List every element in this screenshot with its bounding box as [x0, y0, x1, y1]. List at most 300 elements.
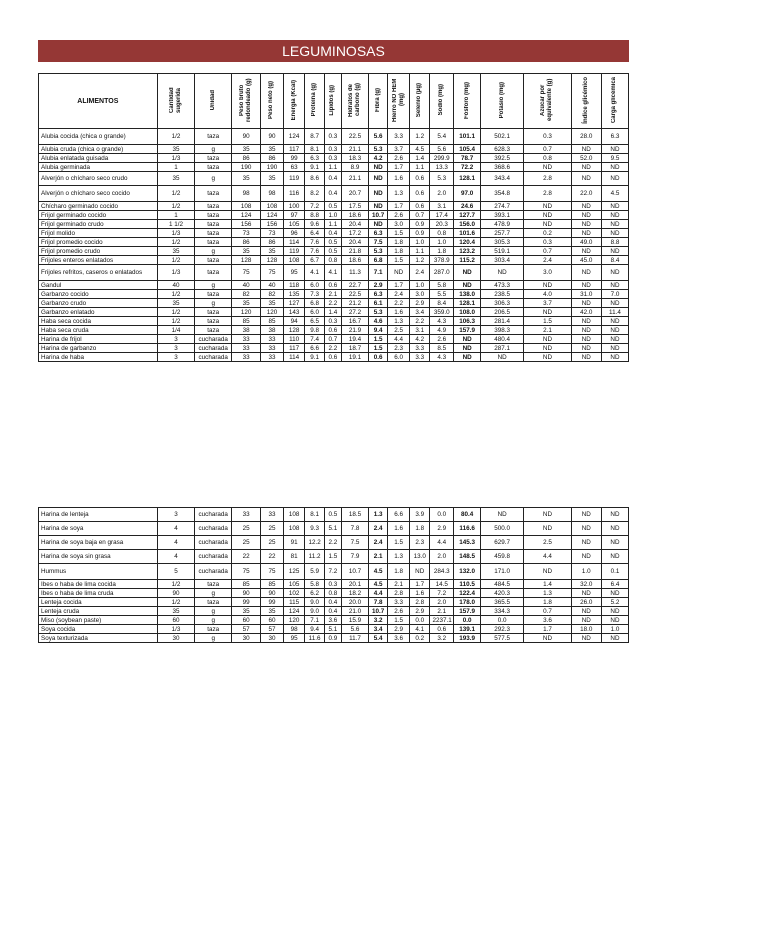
table-cell: 1/2: [157, 202, 195, 211]
table-cell: 2.1: [524, 326, 571, 335]
table-cell: 2.4: [368, 522, 387, 536]
table-cell: 35: [261, 299, 284, 308]
table-cell: 0.7: [524, 607, 571, 616]
table-cell: 117: [283, 145, 305, 154]
table-cell: 6.3: [305, 154, 324, 163]
nutrition-table-top: [38, 73, 629, 362]
table-cell: 1.3: [368, 508, 387, 522]
table-cell: 3.0: [409, 290, 429, 299]
table-cell: 8.7: [305, 129, 324, 145]
table-cell: ND: [571, 281, 601, 290]
table-cell: 148.5: [454, 550, 481, 564]
column-header-label: Cantidad sugerida: [169, 87, 183, 113]
table-cell: 0.8: [524, 154, 571, 163]
column-header-label: Hierro NO HEM (mg): [391, 78, 405, 122]
table-cell: 5.4: [368, 634, 387, 643]
table-cell: 7.2: [324, 564, 341, 580]
table-cell: ND: [601, 145, 628, 154]
food-name: Frijol molido: [39, 229, 158, 238]
table-cell: 119: [283, 247, 305, 256]
table-cell: ND: [601, 211, 628, 220]
table-cell: 6.0: [388, 353, 410, 362]
table-cell: 0.5: [324, 508, 341, 522]
table-cell: 3.9: [409, 508, 429, 522]
table-cell: 30: [261, 634, 284, 643]
column-header-label: Energía (Kcal): [290, 79, 297, 121]
table-cell: 1.1: [324, 163, 341, 172]
table-cell: 156: [232, 220, 261, 229]
table-row: [39, 145, 629, 154]
table-cell: 8.4: [601, 256, 628, 265]
table-cell: g: [195, 172, 232, 186]
table-cell: 6.7: [305, 256, 324, 265]
table-cell: 0.3: [324, 129, 341, 145]
table-cell: 1/2: [157, 290, 195, 299]
table-cell: 2.6: [430, 335, 454, 344]
table-cell: g: [195, 607, 232, 616]
table-cell: 6.0: [305, 308, 324, 317]
table-cell: 114: [283, 353, 305, 362]
table-cell: 60: [157, 616, 195, 625]
table-cell: 90: [261, 589, 284, 598]
table-cell: 2.2: [409, 317, 429, 326]
table-cell: ND: [571, 353, 601, 362]
table-row: [39, 211, 629, 220]
table-cell: 124: [232, 211, 261, 220]
table-cell: 1.8: [388, 247, 410, 256]
table-cell: ND: [454, 353, 481, 362]
table-row: [39, 580, 629, 589]
column-header-label: Hidratos de carbono (g): [348, 83, 361, 117]
table-cell: 82: [261, 290, 284, 299]
table-cell: 1/2: [157, 256, 195, 265]
table-cell: 156: [261, 220, 284, 229]
table-cell: 2.9: [368, 281, 387, 290]
table-cell: taza: [195, 290, 232, 299]
food-name: Gandul: [39, 281, 158, 290]
table-cell: ND: [524, 353, 571, 362]
table-cell: ND: [601, 326, 628, 335]
column-header: [571, 74, 601, 129]
table-cell: 25: [232, 536, 261, 550]
table-cell: 5.2: [601, 598, 628, 607]
table-cell: ND: [524, 634, 571, 643]
table-cell: 2.1: [368, 550, 387, 564]
table-cell: 7.9: [342, 550, 369, 564]
table-cell: 35: [261, 172, 284, 186]
table-cell: 1 1/2: [157, 220, 195, 229]
food-name: Lenteja cruda: [39, 607, 158, 616]
table-cell: 7.2: [430, 589, 454, 598]
table-cell: 629.7: [481, 536, 524, 550]
table-cell: ND: [481, 265, 524, 281]
table-cell: 35: [157, 172, 195, 186]
table-cell: 6.2: [305, 589, 324, 598]
column-header-label: Peso bruto redondeado (g): [239, 78, 253, 122]
table-cell: 110.5: [454, 580, 481, 589]
table-cell: cucharada: [195, 353, 232, 362]
food-name: Alverjón o chícharo seco cocido: [39, 186, 158, 202]
table-cell: 5.6: [430, 145, 454, 154]
table-cell: ND: [454, 335, 481, 344]
table-cell: 20.1: [342, 580, 369, 589]
table-cell: 7.1: [368, 265, 387, 281]
table-cell: 17.4: [430, 211, 454, 220]
table-cell: 1.4: [524, 580, 571, 589]
table-cell: 206.5: [481, 308, 524, 317]
table-cell: 5.6: [368, 129, 387, 145]
table-cell: 2237.1: [430, 616, 454, 625]
table-cell: 359.0: [430, 308, 454, 317]
table-cell: 5.3: [368, 145, 387, 154]
table-cell: 33: [232, 335, 261, 344]
table-cell: 4.1: [324, 265, 341, 281]
table-cell: 80.4: [454, 508, 481, 522]
table-cell: 0.3: [324, 580, 341, 589]
table-cell: 305.3: [481, 238, 524, 247]
table-cell: 120: [232, 308, 261, 317]
table-cell: 1.2: [409, 256, 429, 265]
table-row: [39, 353, 629, 362]
table-row: [39, 202, 629, 211]
table-cell: 0.4: [324, 607, 341, 616]
table-cell: 11.4: [601, 308, 628, 317]
table-cell: 0.9: [409, 220, 429, 229]
food-name: Harina de haba: [39, 353, 158, 362]
table-cell: 9.1: [305, 353, 324, 362]
table-cell: 1.3: [388, 550, 410, 564]
table-cell: 2.2: [388, 299, 410, 308]
table-row: [39, 290, 629, 299]
table-cell: 1.0: [409, 281, 429, 290]
table-cell: 38: [232, 326, 261, 335]
table-cell: 156.0: [454, 220, 481, 229]
table-header-row: [39, 74, 629, 129]
table-cell: 1.0: [601, 625, 628, 634]
column-header: [524, 74, 571, 129]
table-cell: 1.5: [388, 229, 410, 238]
column-header: [324, 74, 341, 129]
table-cell: 1.6: [388, 172, 410, 186]
table-cell: 1.0: [430, 238, 454, 247]
food-name: Chícharo germinado cocido: [39, 202, 158, 211]
table-cell: 20.3: [430, 220, 454, 229]
table-cell: 3.2: [368, 616, 387, 625]
table-row: [39, 564, 629, 580]
food-name: Frijoles refritos, caseros o enlatados: [39, 265, 158, 281]
table-row: [39, 281, 629, 290]
table-cell: 108: [283, 522, 305, 536]
table-cell: 238.5: [481, 290, 524, 299]
table-cell: 9.8: [305, 326, 324, 335]
table-cell: 378.9: [430, 256, 454, 265]
table-cell: 35: [261, 145, 284, 154]
column-header: [454, 74, 481, 129]
table-row: [39, 522, 629, 536]
table-cell: 1.8: [388, 238, 410, 247]
table-cell: 3.3: [388, 129, 410, 145]
table-row: [39, 317, 629, 326]
table-cell: 101.1: [454, 129, 481, 145]
table-cell: 5.4: [430, 129, 454, 145]
table-cell: 3: [157, 508, 195, 522]
table-cell: 20.7: [342, 186, 369, 202]
food-name: Alubia cocida (chica o grande): [39, 129, 158, 145]
table-cell: 9.4: [305, 625, 324, 634]
table-cell: ND: [601, 607, 628, 616]
table-cell: 473.3: [481, 281, 524, 290]
table-cell: 0.6: [409, 186, 429, 202]
table-cell: 1.5: [368, 344, 387, 353]
table-cell: 33: [261, 508, 284, 522]
table-cell: 0.0: [430, 508, 454, 522]
table-cell: 484.5: [481, 580, 524, 589]
table-cell: 13.3: [430, 163, 454, 172]
table-row: [39, 247, 629, 256]
table-cell: 354.8: [481, 186, 524, 202]
table-cell: 5: [157, 564, 195, 580]
table-cell: 0.3: [324, 145, 341, 154]
table-cell: taza: [195, 326, 232, 335]
table-cell: 14.5: [430, 580, 454, 589]
table-cell: 114: [283, 238, 305, 247]
table-cell: 22.7: [342, 281, 369, 290]
table-cell: g: [195, 616, 232, 625]
column-header: [481, 74, 524, 129]
table-row: [39, 550, 629, 564]
table-cell: 24.6: [454, 202, 481, 211]
table-cell: 98: [283, 625, 305, 634]
food-name: Ibes o haba de lima cocida: [39, 580, 158, 589]
table-cell: 21.1: [342, 172, 369, 186]
table-cell: 1.1: [324, 220, 341, 229]
table-cell: ND: [601, 229, 628, 238]
table-cell: 1/2: [157, 186, 195, 202]
table-row: [39, 229, 629, 238]
food-name: Hummus: [39, 564, 158, 580]
food-name: Haba seca cocida: [39, 317, 158, 326]
table-cell: 1.7: [388, 163, 410, 172]
table-cell: g: [195, 281, 232, 290]
column-header-label: Fósforo (mg): [463, 81, 470, 119]
table-cell: 7.2: [305, 202, 324, 211]
table-cell: ND: [601, 247, 628, 256]
table-cell: 1.6: [409, 589, 429, 598]
table-cell: 60: [232, 616, 261, 625]
table-cell: ND: [571, 616, 601, 625]
table-cell: 8.8: [601, 238, 628, 247]
table-cell: 6.4: [601, 580, 628, 589]
table-cell: 0.6: [409, 172, 429, 186]
table-cell: 132.0: [454, 564, 481, 580]
table-cell: 75: [232, 564, 261, 580]
table-cell: ND: [524, 564, 571, 580]
table-row: [39, 344, 629, 353]
table-cell: 108: [283, 508, 305, 522]
table-cell: 26.0: [571, 598, 601, 607]
table-cell: 99: [261, 598, 284, 607]
table-cell: 306.3: [481, 299, 524, 308]
column-header: [342, 74, 369, 129]
table-cell: 105: [283, 220, 305, 229]
column-header: [195, 74, 232, 129]
table-cell: 35: [261, 247, 284, 256]
table-cell: 5.6: [342, 625, 369, 634]
table-cell: 0.2: [409, 634, 429, 643]
table-cell: 3.7: [524, 299, 571, 308]
table-cell: 25: [261, 522, 284, 536]
table-cell: ND: [571, 247, 601, 256]
table-cell: 40: [232, 281, 261, 290]
food-name: Alubia germinada: [39, 163, 158, 172]
table-cell: 8.2: [305, 186, 324, 202]
column-header: [232, 74, 261, 129]
table-cell: 7.6: [305, 247, 324, 256]
table-cell: 2.5: [524, 536, 571, 550]
table-cell: 11.3: [342, 265, 369, 281]
table-cell: 18.0: [571, 625, 601, 634]
table-cell: cucharada: [195, 564, 232, 580]
table-cell: ND: [388, 265, 410, 281]
table-row: [39, 163, 629, 172]
table-cell: 18.7: [342, 344, 369, 353]
table-cell: 52.0: [571, 154, 601, 163]
table-cell: 3.7: [388, 145, 410, 154]
table-cell: 0.0: [409, 616, 429, 625]
table-cell: 2.4: [409, 265, 429, 281]
table-cell: 145.3: [454, 536, 481, 550]
table-row: [39, 299, 629, 308]
table-cell: ND: [524, 202, 571, 211]
table-cell: 82: [232, 290, 261, 299]
table-cell: 22.0: [571, 186, 601, 202]
table-cell: 57: [261, 625, 284, 634]
table-cell: ND: [454, 344, 481, 353]
table-cell: ND: [481, 508, 524, 522]
column-header: [157, 74, 195, 129]
table-cell: taza: [195, 580, 232, 589]
table-cell: 35: [232, 607, 261, 616]
table-cell: taza: [195, 265, 232, 281]
table-cell: 10.7: [368, 211, 387, 220]
table-cell: cucharada: [195, 335, 232, 344]
table-cell: 139.1: [454, 625, 481, 634]
table-cell: 0.2: [524, 229, 571, 238]
table-cell: 3.1: [409, 326, 429, 335]
table-cell: ND: [601, 616, 628, 625]
column-header: [430, 74, 454, 129]
table-cell: 3.3: [409, 344, 429, 353]
table-cell: g: [195, 299, 232, 308]
table-cell: 0.8: [324, 256, 341, 265]
table-cell: 0.9: [409, 229, 429, 238]
table-row: [39, 335, 629, 344]
food-name: Alubia enlatada guisada: [39, 154, 158, 163]
table-cell: 60: [261, 616, 284, 625]
table-cell: 2.8: [524, 186, 571, 202]
table-cell: 7.3: [305, 290, 324, 299]
table-cell: 4.1: [409, 625, 429, 634]
table-cell: 368.6: [481, 163, 524, 172]
table-cell: 4.2: [409, 335, 429, 344]
table-cell: 108: [261, 202, 284, 211]
table-cell: 10.7: [368, 607, 387, 616]
table-cell: 365.5: [481, 598, 524, 607]
table-cell: 95: [283, 634, 305, 643]
table-cell: 115: [283, 598, 305, 607]
table-row: [39, 625, 629, 634]
table-cell: 0.5: [324, 202, 341, 211]
table-cell: 99: [283, 154, 305, 163]
table-cell: 27.2: [342, 308, 369, 317]
table-cell: taza: [195, 163, 232, 172]
table-cell: 3.6: [388, 634, 410, 643]
table-cell: ND: [524, 508, 571, 522]
table-cell: 25: [261, 536, 284, 550]
table-cell: ND: [601, 172, 628, 186]
table-cell: 35: [232, 299, 261, 308]
table-cell: 31.0: [571, 290, 601, 299]
table-cell: ND: [601, 317, 628, 326]
table-cell: 4.5: [368, 564, 387, 580]
column-header-label: Carga glicémica: [611, 76, 618, 124]
table-cell: 7.4: [305, 335, 324, 344]
table-cell: ND: [454, 281, 481, 290]
table-cell: 1.7: [388, 202, 410, 211]
table-cell: 1.1: [409, 163, 429, 172]
table-cell: 6.8: [305, 299, 324, 308]
table-cell: 127: [283, 299, 305, 308]
table-row: [39, 589, 629, 598]
table-row: [39, 238, 629, 247]
table-cell: 2.8: [524, 172, 571, 186]
table-cell: 11.7: [342, 634, 369, 643]
table-cell: 40: [157, 281, 195, 290]
table-cell: ND: [368, 186, 387, 202]
table-cell: 4.4: [524, 550, 571, 564]
table-cell: 2.8: [388, 589, 410, 598]
table-cell: 10.7: [342, 564, 369, 580]
table-cell: 3.6: [524, 616, 571, 625]
table-row: [39, 256, 629, 265]
table-cell: 5.3: [430, 172, 454, 186]
table-cell: ND: [571, 550, 601, 564]
table-row: [39, 607, 629, 616]
table-cell: ND: [601, 163, 628, 172]
table-cell: 15.9: [342, 616, 369, 625]
table-cell: 135: [283, 290, 305, 299]
table-cell: ND: [409, 564, 429, 580]
column-header: [368, 74, 387, 129]
table-cell: 25: [232, 522, 261, 536]
table-cell: 190: [232, 163, 261, 172]
table-cell: 32.0: [571, 580, 601, 589]
table-cell: cucharada: [195, 508, 232, 522]
table-row: [39, 172, 629, 186]
table-cell: taza: [195, 238, 232, 247]
table-cell: 1.2: [409, 129, 429, 145]
table-cell: 6.4: [305, 229, 324, 238]
table-cell: ND: [571, 326, 601, 335]
table-cell: 3.4: [368, 625, 387, 634]
table-cell: 98: [232, 186, 261, 202]
table-cell: 398.3: [481, 326, 524, 335]
table-cell: 478.9: [481, 220, 524, 229]
table-cell: 105.4: [454, 145, 481, 154]
column-header-label: Fibra (g): [374, 88, 381, 112]
food-name: Frijol germinado cocido: [39, 211, 158, 220]
table-cell: taza: [195, 202, 232, 211]
